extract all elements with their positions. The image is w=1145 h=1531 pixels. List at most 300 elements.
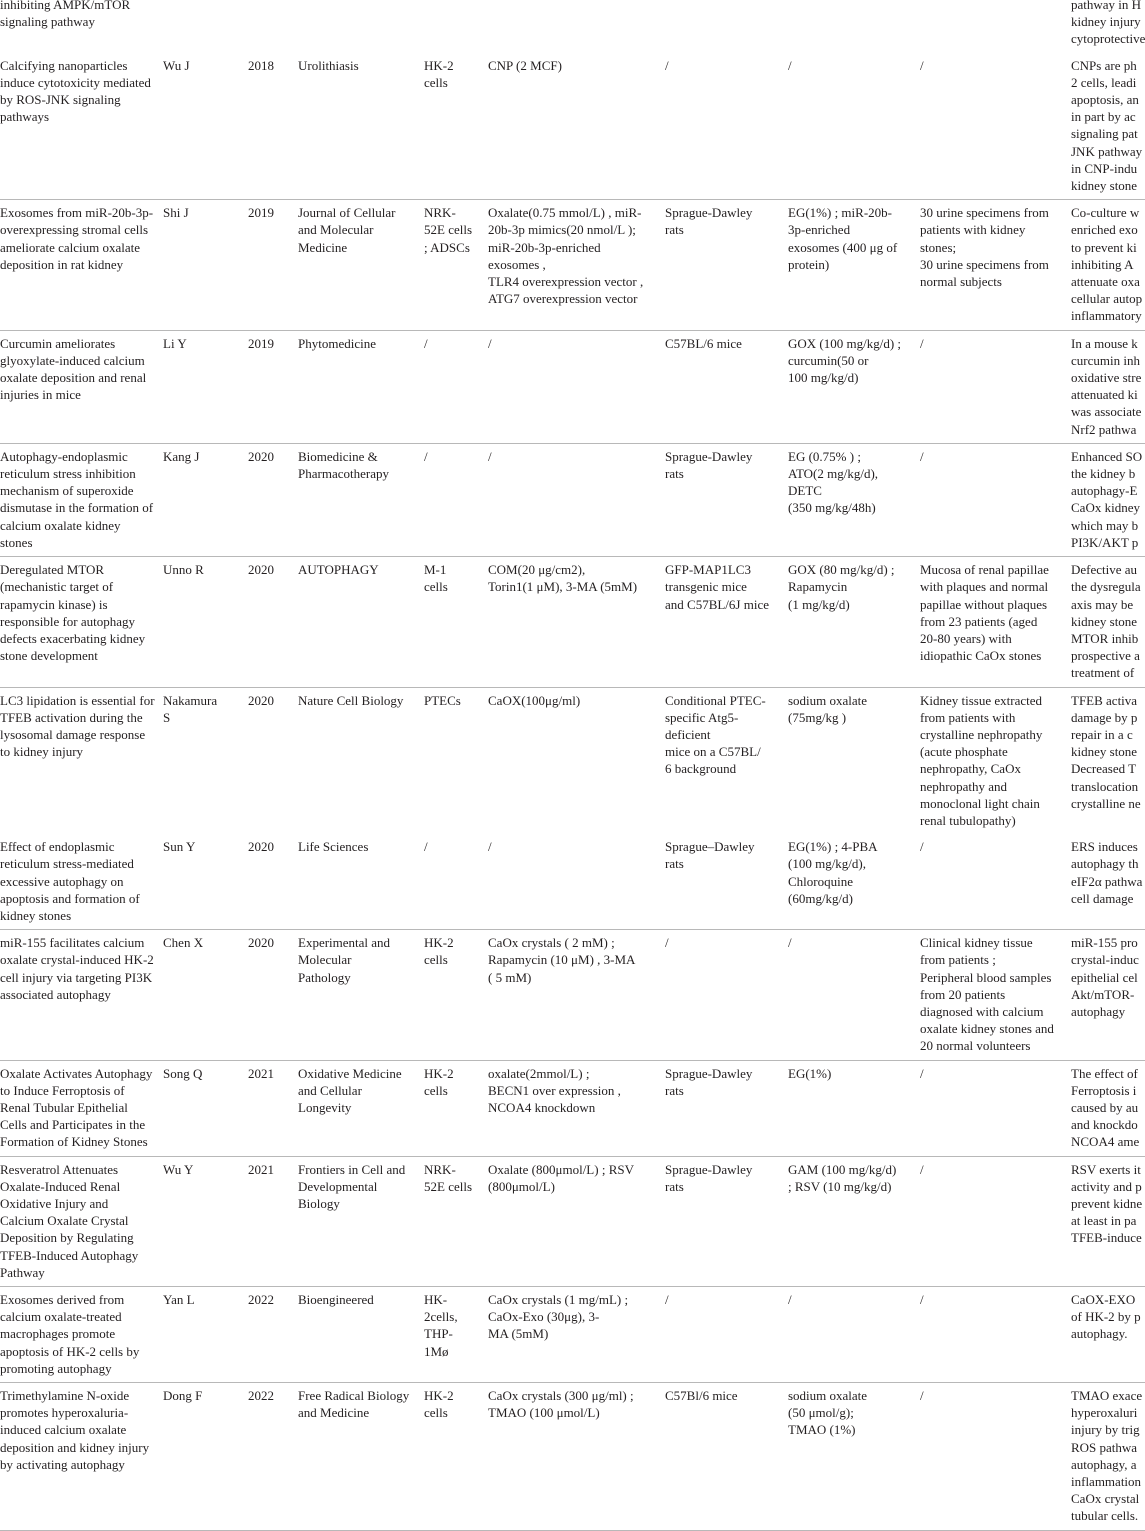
cell-text-line: Li Y (163, 335, 187, 351)
cell-text-line: normal subjects (920, 274, 1002, 290)
conclusion-cell (1071, 1287, 1145, 1383)
cell-text-line: / (920, 839, 924, 855)
cell-text-line: Oxalate(0.75 mmol/L) , miR- (488, 205, 642, 221)
cell-text-line: (1 mg/kg/d) (788, 596, 850, 612)
cell-text-line: mechanism of superoxide (0, 483, 134, 499)
cell-text-line: inhibiting AMPK/mTOR (0, 0, 131, 12)
first-author-cell (163, 687, 248, 834)
cell-text-line: Deregulated MTOR (0, 562, 105, 578)
cell-text-line: Life Sciences (298, 839, 369, 855)
first-author-cell (163, 200, 248, 330)
cell-text-line: Cells and Participates in the (0, 1117, 146, 1133)
first-author-cell (163, 443, 248, 556)
cell-text-line: Calcifying nanoparticles (0, 57, 128, 73)
animal-model-cell (665, 557, 788, 687)
cell-text-line: excessive autophagy on (0, 873, 124, 889)
cell-text-line: Sprague–Dawley (665, 839, 755, 855)
cell-text-line: / (665, 57, 669, 73)
cell-text-line: CaOx crystal (1071, 1491, 1140, 1507)
cell-text-line: CNP (2 MCF) (488, 57, 562, 73)
year-cell (248, 1287, 298, 1383)
cell-text-line: ; ADSCs (424, 239, 470, 255)
cell-text-line: in CNP-indu (1071, 160, 1138, 176)
human-samples-cell (920, 557, 1071, 687)
cell-text-line: Molecular (298, 952, 352, 968)
cell-text-line: autophagy-E (1071, 483, 1138, 499)
year-cell (248, 0, 298, 53)
cell-text-line: EG(1%) ; miR-20b- (788, 205, 892, 221)
study-title-cell (0, 330, 163, 443)
human-samples-cell (920, 53, 1071, 200)
cell-text-line: defects exacerbating kidney (0, 630, 146, 646)
cell-text-line: 2 cells, leadi (1071, 74, 1137, 90)
in-vivo-treatment-cell (788, 557, 920, 687)
cell-text-line: 2020 (248, 692, 274, 708)
animal-model-cell (665, 443, 788, 556)
year-cell (248, 834, 298, 930)
cell-text-line: ERS induces (1071, 839, 1138, 855)
cell-text-line: 2018 (248, 57, 274, 73)
journal-cell (298, 834, 424, 930)
cell-text-line: Calcium Oxalate Crystal (0, 1213, 129, 1229)
cell-text-line: axis may be (1071, 596, 1134, 612)
animal-model-cell (665, 930, 788, 1060)
study-title-cell (0, 557, 163, 687)
cell-text-line: treatment of (1071, 665, 1135, 681)
animal-model-cell (665, 200, 788, 330)
cell-text-line: from 23 patients (aged (920, 613, 1038, 629)
cell-text-line: TMAO (1%) (788, 1422, 856, 1438)
cell-text-line: EG (0.75% ) ; (788, 448, 861, 464)
cell-text-line: in part by ac (1071, 109, 1136, 125)
cell-text-line: M-1 (424, 562, 447, 578)
cell-text-line: (50 μmol/g); (788, 1405, 854, 1421)
cell-text-line: 52E cells (424, 222, 473, 238)
cell-text-line: Co-culture w (1071, 205, 1140, 221)
cell-text-line: prevent kidne (1071, 1196, 1143, 1211)
cell-text-line: cytoprotective (1071, 31, 1145, 47)
cell-text-line: Frontiers in Cell and (298, 1161, 406, 1177)
in-vivo-treatment-cell (788, 0, 920, 53)
cell-text-line: RSV exerts it (1071, 1161, 1141, 1177)
cell-text-line: 2022 (248, 1292, 274, 1308)
cell-text-line: Shi J (163, 205, 189, 221)
in-vivo-treatment-cell (788, 1156, 920, 1286)
cell-text-line: specific Atg5- (665, 709, 739, 725)
cell-text-line: apoptosis of HK-2 cells by (0, 1343, 140, 1359)
conclusion-cell (1071, 53, 1145, 200)
study-title-cell (0, 443, 163, 556)
first-author-cell (163, 1287, 248, 1383)
cell-line-cell (424, 1383, 488, 1531)
cell-text-line: inflammation (1071, 1474, 1142, 1490)
conclusion-cell (1071, 930, 1145, 1060)
cell-text-line: Kang J (163, 448, 200, 464)
conclusion-cell (1071, 330, 1145, 443)
cell-text-line: 2019 (248, 205, 274, 221)
cell-text-line: kidney stones (0, 907, 72, 923)
human-samples-cell (920, 930, 1071, 1060)
cell-text-line: signaling pathway (0, 14, 95, 30)
cell-text-line: cell injury via targeting PI3K (0, 969, 153, 985)
cell-text-line: oxidative stre (1071, 370, 1142, 386)
cell-text-line: was associate (1071, 404, 1142, 420)
cell-text-line: patients with kidney (920, 222, 1026, 238)
cell-text-line: 3p-enriched (788, 222, 851, 238)
cell-text-line: Pathway (0, 1264, 45, 1280)
in-vitro-treatment-cell (488, 1156, 665, 1286)
year-cell (248, 330, 298, 443)
cell-text-line: Chen X (163, 935, 204, 951)
cell-text-line: CaOx-Exo (30μg), 3- (488, 1309, 600, 1325)
human-samples-cell (920, 1156, 1071, 1286)
cell-text-line: MTOR inhib (1071, 630, 1139, 646)
cell-text-line: damage by p (1071, 709, 1138, 725)
cell-text-line: EG(1%) ; 4-PBA (788, 839, 878, 855)
cell-text-line: Conditional PTEC- (665, 692, 766, 708)
cell-text-line: and Molecular (298, 222, 374, 238)
conclusion-cell (1071, 1383, 1145, 1531)
cell-text-line: GOX (80 mg/kg/d) ; (788, 562, 895, 578)
journal-cell (298, 687, 424, 834)
cell-text-line: ATO(2 mg/kg/d), (788, 466, 879, 482)
cell-text-line: Oxalate-Induced Renal (0, 1178, 121, 1194)
cell-text-line: 20-80 years) with (920, 630, 1012, 646)
cell-text-line: Oxalate Activates Autophagy (0, 1065, 153, 1081)
table-row (0, 557, 1145, 687)
cell-text-line: / (665, 935, 669, 951)
cell-text-line: 2022 (248, 1388, 274, 1404)
cell-text-line: diagnosed with calcium (920, 1003, 1044, 1019)
cell-text-line: Trimethylamine N-oxide (0, 1388, 130, 1404)
cell-text-line: signaling pat (1071, 126, 1138, 142)
table-row (0, 0, 1145, 53)
journal-cell (298, 557, 424, 687)
cell-text-line: oxalate kidney stones and (920, 1021, 1054, 1037)
human-samples-cell (920, 834, 1071, 930)
cell-text-line: (800μmol/L) (488, 1178, 555, 1194)
cell-text-line: / (424, 839, 428, 855)
journal-cell (298, 0, 424, 53)
in-vitro-treatment-cell (488, 330, 665, 443)
conclusion-cell (1071, 1156, 1145, 1286)
cell-text-line: EG(1%) (788, 1065, 832, 1081)
cell-text-line: macrophages promote (0, 1326, 116, 1342)
cell-text-line: hyperoxaluri (1071, 1405, 1138, 1421)
cell-text-line: cells (424, 579, 448, 595)
cell-text-line: and Medicine (298, 1405, 370, 1421)
cell-text-line: NRK- (424, 1161, 456, 1177)
cell-text-line: (acute phosphate (920, 744, 1008, 760)
cell-text-line: 52E cells (424, 1178, 473, 1194)
human-samples-cell (920, 330, 1071, 443)
cell-text-line: / (488, 448, 492, 464)
first-author-cell (163, 834, 248, 930)
cell-text-line: S (163, 709, 171, 725)
cell-text-line: inhibiting A (1071, 256, 1134, 272)
cell-text-line: protein) (788, 256, 830, 272)
cell-text-line: 100 mg/kg/d) (788, 370, 859, 386)
cell-text-line: CaOx crystals ( 2 mM) ; (488, 935, 615, 951)
cell-text-line: / (920, 1065, 924, 1081)
in-vivo-treatment-cell (788, 687, 920, 834)
cell-text-line: 30 urine specimens from (920, 205, 1049, 221)
cell-text-line: cells (424, 1405, 448, 1421)
cell-text-line: CNPs are ph (1071, 57, 1137, 73)
cell-text-line: / (424, 448, 428, 464)
cell-text-line: Free Radical Biology (298, 1388, 410, 1404)
cell-text-line: pathways (0, 109, 50, 125)
cell-text-line: crystalline ne (1071, 795, 1141, 811)
human-samples-cell (920, 1287, 1071, 1383)
cell-text-line: autophagy (1071, 1003, 1126, 1019)
human-samples-cell (920, 0, 1071, 53)
cell-text-line: 2020 (248, 562, 274, 578)
cell-text-line: 2021 (248, 1161, 274, 1177)
cell-text-line: Phytomedicine (298, 335, 376, 351)
cell-text-line: Rapamycin (10 μM) , 3-MA (488, 952, 636, 968)
cell-text-line: Nature Cell Biology (298, 692, 404, 708)
in-vitro-treatment-cell (488, 930, 665, 1060)
cell-text-line: TFEB activation during the (0, 709, 143, 725)
cell-text-line: sodium oxalate (788, 692, 868, 708)
cell-text-line: Dong F (163, 1388, 203, 1404)
cell-text-line: C57BL/6 mice (665, 335, 742, 351)
study-title-cell (0, 53, 163, 200)
cell-text-line: Wu J (163, 57, 190, 73)
year-cell (248, 1383, 298, 1531)
cell-text-line: activity and p (1071, 1178, 1142, 1194)
first-author-cell (163, 330, 248, 443)
cell-text-line: Effect of endoplasmic (0, 839, 115, 855)
cell-text-line: CaOx crystals (1 mg/mL) ; (488, 1292, 629, 1308)
cell-text-line: crystal-induc (1071, 952, 1139, 968)
cell-text-line: rats (665, 222, 684, 238)
in-vitro-treatment-cell (488, 557, 665, 687)
journal-cell (298, 443, 424, 556)
cell-line-cell (424, 557, 488, 687)
first-author-cell (163, 1156, 248, 1286)
cell-text-line: stones; (920, 239, 957, 255)
journal-cell (298, 1287, 424, 1383)
cell-text-line: Experimental and (298, 935, 391, 951)
cell-text-line: monoclonal light chain (920, 795, 1040, 811)
cell-text-line: (75mg/kg ) (788, 709, 847, 725)
cell-text-line: to prevent ki (1071, 239, 1137, 255)
cell-text-line: JNK pathway (1071, 143, 1143, 159)
journal-cell (298, 1156, 424, 1286)
cell-text-line: which may b (1071, 517, 1139, 533)
first-author-cell (163, 0, 248, 53)
cell-text-line: Oxidative Medicine (298, 1065, 402, 1081)
cell-text-line: sodium oxalate (788, 1388, 868, 1404)
cell-text-line: C57Bl/6 mice (665, 1388, 738, 1404)
cell-text-line: HK-2 (424, 1388, 454, 1404)
cell-text-line: (60mg/kg/d) (788, 890, 853, 906)
cell-text-line: to kidney injury (0, 744, 84, 760)
cell-text-line: In a mouse k (1071, 335, 1138, 351)
table-row (0, 1156, 1145, 1286)
table-row (0, 330, 1145, 443)
cell-text-line: 2cells, (424, 1309, 458, 1325)
cell-text-line: from patients with (920, 709, 1016, 725)
cell-text-line: dismutase in the formation of (0, 500, 154, 516)
cell-text-line: / (424, 335, 428, 351)
cell-text-line: eIF2α pathwa (1071, 873, 1143, 889)
cell-text-line: / (920, 1388, 924, 1404)
cell-line-cell (424, 53, 488, 200)
cell-text-line: Sprague-Dawley (665, 448, 753, 464)
cell-text-line: Deposition by Regulating (0, 1230, 134, 1246)
table-row (0, 443, 1145, 556)
study-title-cell (0, 687, 163, 834)
cell-text-line: responsible for autophagy (0, 613, 136, 629)
cell-text-line: TFEB activa (1071, 692, 1138, 708)
animal-model-cell (665, 330, 788, 443)
cell-text-line: HK-2 (424, 57, 454, 73)
in-vivo-treatment-cell (788, 53, 920, 200)
cell-text-line: repair in a c (1071, 726, 1133, 742)
table-row (0, 1287, 1145, 1383)
cell-text-line: ; RSV (10 mg/kg/d) (788, 1178, 892, 1194)
cell-text-line: epithelial cel (1071, 969, 1138, 985)
cell-text-line: by activating autophagy (0, 1456, 125, 1472)
cell-text-line: and C57BL/6J mice (665, 596, 769, 612)
table-row (0, 53, 1145, 200)
first-author-cell (163, 930, 248, 1060)
cell-text-line: attenuated ki (1071, 387, 1138, 403)
human-samples-cell (920, 687, 1071, 834)
study-title-cell (0, 834, 163, 930)
human-samples-cell (920, 443, 1071, 556)
cell-text-line: the kidney b (1071, 466, 1136, 482)
cell-text-line: kidney injury (1071, 14, 1141, 30)
table-row (0, 930, 1145, 1060)
in-vitro-treatment-cell (488, 443, 665, 556)
cell-line-cell (424, 930, 488, 1060)
cell-text-line: Decreased T (1071, 761, 1137, 777)
cell-text-line: Ferroptosis i (1071, 1082, 1137, 1098)
in-vivo-treatment-cell (788, 930, 920, 1060)
cell-text-line: GFP-MAP1LC3 (665, 562, 751, 578)
study-title-cell (0, 1287, 163, 1383)
study-title-cell (0, 1383, 163, 1531)
year-cell (248, 1156, 298, 1286)
cell-text-line: idiopathic CaOx stones (920, 648, 1042, 664)
in-vivo-treatment-cell (788, 330, 920, 443)
cell-text-line: Rapamycin (788, 579, 848, 595)
journal-cell (298, 53, 424, 200)
conclusion-cell (1071, 1060, 1145, 1156)
conclusion-cell (1071, 557, 1145, 687)
cell-text-line: Sprague-Dawley (665, 1161, 753, 1177)
cell-text-line: / (920, 57, 924, 73)
cell-text-line: cells (424, 1082, 448, 1098)
cell-text-line: (350 mg/kg/48h) (788, 500, 876, 516)
cell-text-line: reticulum stress inhibition (0, 466, 136, 482)
cell-text-line: Resveratrol Attenuates (0, 1161, 119, 1177)
cell-text-line: of HK-2 by p (1071, 1309, 1141, 1325)
cell-text-line: TFEB-Induced Autophagy (0, 1247, 139, 1263)
cell-text-line: deposition and kidney injury (0, 1439, 150, 1455)
cell-text-line: Formation of Kidney Stones (0, 1134, 148, 1150)
cell-text-line: Longevity (298, 1099, 352, 1115)
cell-text-line: CaOX(100μg/ml) (488, 692, 581, 708)
cell-text-line: Sun Y (163, 839, 196, 855)
cell-text-line: 6 background (665, 761, 737, 777)
cell-text-line: 20 normal volunteers (920, 1038, 1031, 1054)
cell-text-line: Autophagy-endoplasmic (0, 448, 128, 464)
cell-text-line: / (488, 839, 492, 855)
cell-text-line: autophagy th (1071, 856, 1139, 872)
cell-text-line: Peripheral blood samples (920, 969, 1052, 985)
cell-text-line: 2020 (248, 448, 274, 464)
cell-text-line: ( 5 mM) (488, 969, 532, 985)
cell-text-line: Renal Tubular Epithelial (0, 1099, 128, 1115)
journal-cell (298, 930, 424, 1060)
cell-text-line: tubular cells. (1071, 1508, 1139, 1524)
cell-text-line: nephropathy, CaOx (920, 761, 1021, 777)
cell-text-line: rats (665, 1178, 684, 1194)
cell-text-line: Urolithiasis (298, 57, 359, 73)
cell-text-line: lysosomal damage response (0, 726, 146, 742)
cell-text-line: cells (424, 952, 448, 968)
cell-text-line: rats (665, 1082, 684, 1098)
cell-text-line: THP- (424, 1326, 453, 1342)
cell-line-cell (424, 1287, 488, 1383)
cell-text-line: Curcumin ameliorates (0, 335, 116, 351)
cell-text-line: LC3 lipidation is essential for (0, 692, 155, 708)
conclusion-cell (1071, 443, 1145, 556)
cell-text-line: deficient (665, 726, 711, 742)
cell-line-cell (424, 0, 488, 53)
year-cell (248, 53, 298, 200)
animal-model-cell (665, 53, 788, 200)
cell-text-line: miR-155 facilitates calcium (0, 935, 145, 951)
year-cell (248, 930, 298, 1060)
cell-text-line: / (920, 335, 924, 351)
cell-text-line: by ROS-JNK signaling (0, 92, 121, 108)
in-vitro-treatment-cell (488, 1287, 665, 1383)
animal-model-cell (665, 1156, 788, 1286)
table-row (0, 687, 1145, 834)
cell-text-line: Akt/mTOR- (1071, 986, 1135, 1002)
in-vivo-treatment-cell (788, 834, 920, 930)
study-title-cell (0, 1060, 163, 1156)
cell-line-cell (424, 687, 488, 834)
cell-text-line: caused by au (1071, 1099, 1139, 1115)
cell-text-line: Developmental (298, 1178, 378, 1194)
in-vitro-treatment-cell (488, 53, 665, 200)
cell-text-line: HK-2 (424, 935, 454, 951)
cell-text-line: rats (665, 856, 684, 872)
cell-text-line: miR-20b-3p-enriched (488, 239, 601, 255)
cell-text-line: apoptosis, an (1071, 92, 1139, 108)
cell-text-line: promoting autophagy (0, 1360, 112, 1376)
cell-text-line: at least in pa (1071, 1213, 1137, 1229)
conclusion-cell (1071, 834, 1145, 930)
cell-line-cell (424, 834, 488, 930)
cell-text-line: 2019 (248, 335, 274, 351)
journal-cell (298, 200, 424, 330)
cell-text-line: autophagy, a (1071, 1456, 1137, 1472)
cell-text-line: 30 urine specimens from (920, 256, 1049, 272)
cell-text-line: Biology (298, 1196, 340, 1211)
cell-text-line: miR-155 pro (1071, 935, 1138, 951)
cell-text-line: from 20 patients (920, 986, 1006, 1002)
cell-text-line: COM(20 μg/cm2), (488, 562, 586, 578)
cell-text-line: kidney stone (1071, 613, 1138, 629)
